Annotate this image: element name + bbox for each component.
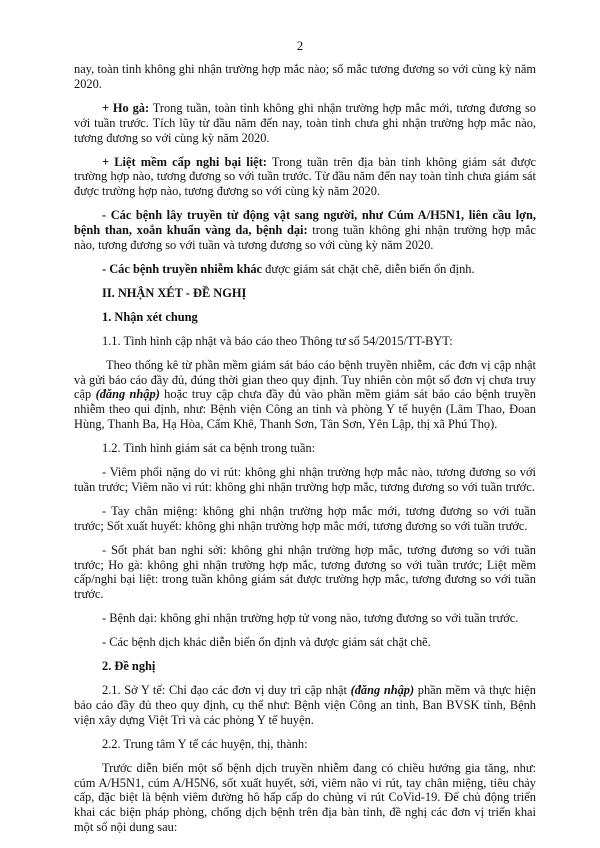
section-heading-ii: II. NHẬN XÉT - ĐỀ NGHỊ [102, 285, 247, 300]
paragraph-2-1: 2.1. Sở Y tế: Chỉ đạo các đơn vị duy trì cập nhật (đăng nhập) phần mềm và thực hiện báo cáo đầy đủ theo quy định, cụ thể như: Bệnh viện Công an tỉnh, Ban BVSK tỉnh, Bệnh viện xây dựng Việt Trì và các phòng Y tế huyện. [74, 683, 536, 727]
text-ho-ga: Trong tuần, toàn tỉnh không ghi nhận trường hợp mắc mới, tương đương so với tuần trước. Tích lũy từ đầu năm đến nay, toàn tỉnh chưa ghi nhận trường hợp mắc nào, tương đương so với cùng kỳ năm 2020. [74, 100, 536, 145]
label-ho-ga: + Ho gà: [102, 100, 150, 115]
paragraph-ho-ga [74, 101, 536, 146]
paragraph-1-1-body: Theo thống kê từ phần mềm giám sát báo cáo bệnh truyền nhiễm, các đơn vị cập nhật và gửi báo cáo đầy đủ, đúng thời gian theo quy định. Tuy nhiên còn một số đơn vị chưa truy cập (đăng nhập) hoặc truy cập chưa đầy đủ vào phần mềm giám sát báo cáo bệnh truyền nhiễm theo qui định, như: Bệnh viện Công an tỉnh và phòng Y tế huyện (Lâm Thao, Đoan Hùng, Thanh Ba, Hạ Hòa, Cẩm Khê, Thanh Sơn, Tân Sơn, Yên Lập, thị xã Phú Thọ). [74, 357, 537, 432]
paragraph-liet-mem [74, 155, 536, 200]
paragraph-2-2: 2.2. Trung tâm Y tế các huyện, thị, thành: [102, 736, 308, 751]
paragraph-1-2: 1.2. Tình hình giám sát ca bệnh trong tuần: [102, 441, 316, 456]
bullet-item-5: - Các bệnh dịch khác diễn biến ổn định và được giám sát chặt chẽ. [102, 635, 431, 650]
text-other-diseases: được giám sát chặt chẽ, diễn biến ổn định. [262, 261, 475, 276]
document-body [74, 62, 536, 844]
label-liet-mem: + Liệt mềm cấp nghi bại liệt: [102, 154, 267, 169]
label-other-diseases: - Các bệnh truyền nhiễm khác [102, 261, 263, 276]
paragraph-1-1: 1.1. Tình hình cập nhật và báo cáo theo Thông tư số 54/2015/TT-BYT: [102, 333, 453, 348]
text-zoonotic: trong tuần không ghi nhận trường hợp mắc nào, tương đương so với tuần và tương đương so với cùng kỳ năm 2020. [74, 223, 536, 253]
text-liet-mem: Trong tuần trên địa bàn tỉnh không giám sát được trường hợp nào, tương đương so với tuần trước. Từ đầu năm đến nay toàn tỉnh chưa giám sát được trường hợp nào, tương đương so với cùng kỳ năm 2020. [74, 154, 537, 199]
login-note: (đăng nhập) [95, 387, 160, 402]
paragraph-other-diseases [74, 262, 536, 277]
bullet-item-3: - Sốt phát ban nghi sởi: không ghi nhận trường hợp mắc, tương đương so với tuần trước; Ho gà: không ghi nhận trường hợp mắc, tương đương so với tuần trước; Liệt mềm cấp/nghi bại liệt: trong tuần không giám sát được trường hợp mắc, tương đương so với tuần trước. [74, 542, 536, 602]
subsection-heading-1: 1. Nhận xét chung [102, 309, 198, 324]
paragraph-zoonotic [74, 208, 536, 253]
label-zoonotic: - Các bệnh lây truyền từ động vật sang người, như Cúm A/H5N1, liên cầu lợn, bệnh than, xoắn khuẩn vàng da, bệnh dại: [74, 208, 536, 238]
bullet-item-4: - Bệnh dại: không ghi nhận trường hợp tử vong nào, tương đương so với tuần trước. [102, 611, 519, 626]
subsection-heading-2: 2. Đề nghị [102, 659, 156, 674]
paragraph-continued: nay, toàn tỉnh không ghi nhận trường hợp mắc nào; số mắc tương đương so với cùng kỳ năm 2020. [74, 62, 536, 91]
page-number: 2 [296, 38, 304, 53]
bullet-item-2: - Tay chân miệng: không ghi nhận trường hợp mắc mới, tương đương so với tuần trước; Sốt xuất huyết: không ghi nhận trường hợp mắc mới, tương đương so với tuần trước. [74, 503, 536, 533]
login-note-2: (đăng nhập) [350, 683, 415, 697]
paragraph-2-2-body: Trước diễn biến một số bệnh dịch truyền nhiễm đang có chiều hướng gia tăng, như: cúm A/H5N1, cúm A/H5N6, sốt xuất huyết, sởi, viêm não vi rút, tay chân miệng, tiêu chảy cấp, đặc biệt là bệnh viêm đường hô hấp cấp do chủng vi rút CoVid-19. Để chủ động triển khai các biện pháp phòng, chống dịch bệnh trên địa bàn tỉnh, đề nghị các đơn vị triển khai một số nội dung sau: [74, 760, 536, 835]
bullet-item-1: - Viêm phổi nặng do vi rút: không ghi nhận trường hợp mắc nào, tương đương so với tuần trước; Viêm não vi rút: không ghi nhận trường hợp mắc, tương đương so với tuần trước. [74, 465, 536, 494]
